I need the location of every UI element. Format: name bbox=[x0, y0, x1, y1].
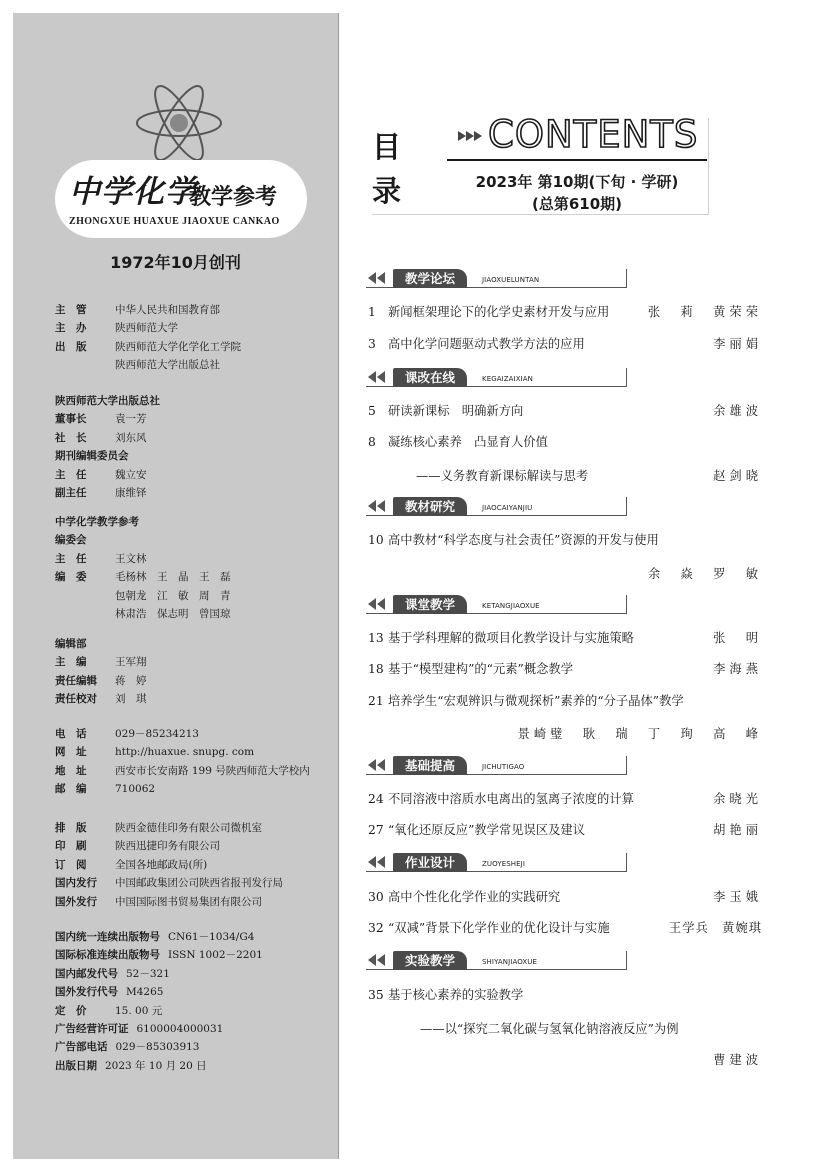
entry-page: 8 bbox=[368, 435, 376, 449]
field-label bbox=[55, 356, 115, 374]
section-title: 课堂教学 bbox=[393, 595, 467, 614]
field-label: 排 版 bbox=[55, 822, 87, 834]
field-label: 广告部电话 bbox=[55, 1041, 108, 1054]
masthead-block-2 bbox=[55, 392, 160, 502]
field-label: 订 阅 bbox=[55, 858, 87, 871]
entry-title: 基于核心素养的实验教学 bbox=[388, 988, 524, 1002]
entry-page: 32 bbox=[368, 921, 384, 935]
field-value: ISSN 1002－2201 bbox=[168, 949, 263, 962]
entry-authors: 李玉娥 bbox=[713, 890, 762, 904]
masthead-block-6 bbox=[55, 819, 283, 911]
entry-authors: 余 焱 罗 敏 bbox=[647, 567, 762, 581]
masthead-block-3 bbox=[55, 513, 231, 623]
chevron-left-icon bbox=[368, 272, 388, 284]
field-value: 毛杨林 王 晶 王 磊 bbox=[115, 571, 231, 584]
toc-entry[interactable] bbox=[368, 920, 762, 936]
mulu-char-2: 录 bbox=[372, 174, 402, 208]
field-value: 袁一芳 bbox=[115, 413, 147, 426]
field-value: 陕西师范大学出版总社 bbox=[115, 359, 220, 372]
entry-authors: 王学兵 黄婉琪 bbox=[668, 921, 762, 935]
entry-title: “氧化还原反应”教学常见误区及建议 bbox=[388, 823, 586, 837]
field-label: 国内统一连续出版物号 bbox=[55, 931, 160, 943]
toc-entry[interactable] bbox=[368, 434, 762, 450]
entry-authors: 张 莉 黄荣荣 bbox=[647, 305, 762, 319]
journal-logo bbox=[55, 160, 307, 238]
chevron-left-icon bbox=[368, 954, 388, 966]
entry-title: 高中化学问题驱动式教学方法的应用 bbox=[388, 337, 585, 351]
field-label: 网 址 bbox=[55, 746, 87, 759]
field-label: 副主任 bbox=[55, 487, 87, 500]
field-label: 出版日期 bbox=[55, 1059, 97, 1072]
entry-authors: 胡艳丽 bbox=[713, 823, 762, 837]
entry-page: 21 bbox=[368, 694, 384, 708]
field-value: M4265 bbox=[126, 986, 164, 999]
entry-page: 10 bbox=[368, 533, 384, 547]
field-value: 029－85303913 bbox=[115, 1041, 200, 1054]
founded-date: 1972年10月创刊 bbox=[110, 253, 241, 272]
entry-authors: 曹建波 bbox=[713, 1053, 762, 1067]
field-label: 地 址 bbox=[55, 764, 87, 777]
contents-title: CONTENTS bbox=[488, 113, 699, 156]
address-value: 西安市长安南路 199 号陕西师范大学校内 bbox=[115, 764, 310, 777]
masthead-block-5 bbox=[55, 725, 310, 799]
block-header: 期刊编辑委员会 bbox=[55, 450, 129, 463]
field-value: 刘东风 bbox=[115, 431, 147, 444]
section-pinyin: JIAOCAIYANJIU bbox=[482, 504, 533, 512]
section-header-shiyanjiaoxue bbox=[366, 951, 628, 971]
postcode-value: 710062 bbox=[115, 783, 156, 796]
section-header-jiaocaiyanjiu bbox=[366, 497, 628, 517]
field-label: 编 委 bbox=[55, 571, 87, 584]
entry-title: 基于“模型建构”的“元素”概念教学 bbox=[388, 662, 574, 676]
field-value: 包朝龙 江 敏 周 青 bbox=[115, 589, 231, 602]
entry-page: 24 bbox=[368, 792, 384, 806]
toc-entry[interactable] bbox=[368, 987, 762, 1003]
field-value: 6100004000031 bbox=[136, 1023, 224, 1036]
section-pinyin: JICHUTIGAO bbox=[482, 763, 525, 771]
section-pinyin: KEGAIZAIXIAN bbox=[482, 375, 534, 383]
entry-page: 30 bbox=[368, 890, 384, 904]
field-value: 蒋 婷 bbox=[115, 674, 147, 687]
toc-entry[interactable] bbox=[368, 889, 762, 905]
issue-line-2: (总第610期) bbox=[531, 195, 623, 213]
toc-entry[interactable] bbox=[368, 532, 762, 548]
entry-authors: 余雄波 bbox=[713, 404, 762, 418]
field-label bbox=[55, 587, 115, 605]
field-label: 邮 编 bbox=[55, 783, 87, 796]
masthead-panel bbox=[13, 13, 339, 1159]
section-header-jichutigao bbox=[366, 756, 628, 776]
logo-subtitle: 教学参考 bbox=[189, 185, 278, 210]
chevron-left-icon bbox=[368, 371, 388, 383]
entry-page: 18 bbox=[368, 662, 384, 676]
field-label: 国外发行代号 bbox=[55, 986, 118, 999]
entry-authors: 赵剑晓 bbox=[713, 469, 762, 483]
block-header: 编辑部 bbox=[55, 638, 87, 650]
field-label: 董事长 bbox=[55, 413, 87, 426]
entry-title: 研读新课标 明确新方向 bbox=[388, 404, 524, 418]
entry-subtitle: ——以“探究二氧化碳与氢氧化钠溶液反应”为例 bbox=[420, 1022, 679, 1036]
field-value: 康维铎 bbox=[115, 487, 147, 500]
entry-page: 3 bbox=[368, 337, 376, 351]
section-header-ketangjiaoxue bbox=[366, 595, 628, 615]
section-pinyin: JIAOXUELUNTAN bbox=[482, 276, 540, 284]
phone-value: 029－85234213 bbox=[115, 728, 199, 740]
section-title: 教学论坛 bbox=[393, 269, 467, 288]
field-value: 15. 00 元 bbox=[115, 1004, 163, 1017]
section-title: 实验教学 bbox=[393, 951, 467, 970]
atom-icon bbox=[133, 83, 225, 163]
entry-authors: 余晓光 bbox=[713, 792, 762, 806]
block-header: 陕西师范大学出版总社 bbox=[55, 395, 160, 407]
section-title: 课改在线 bbox=[393, 368, 467, 387]
entry-title: 新闻框架理论下的化学史素材开发与应用 bbox=[388, 305, 610, 319]
entry-title: 高中教材“科学态度与社会责任”资源的开发与使用 bbox=[388, 533, 659, 547]
field-value: 52－321 bbox=[126, 967, 170, 980]
website-link[interactable]: http://huaxue. snupg. com bbox=[115, 746, 255, 759]
mulu-char-1: 目 bbox=[372, 130, 402, 164]
field-label: 出 版 bbox=[55, 340, 87, 353]
masthead-block-7 bbox=[55, 928, 263, 1075]
field-label: 主 编 bbox=[55, 656, 87, 669]
field-label: 电 话 bbox=[55, 728, 87, 740]
chevron-left-icon bbox=[368, 598, 388, 610]
field-label: 责任校对 bbox=[55, 693, 97, 706]
field-label: 广告经营许可证 bbox=[55, 1023, 129, 1036]
section-title: 基础提高 bbox=[393, 756, 467, 775]
chevron-left-icon bbox=[368, 759, 388, 771]
entry-subtitle: ——义务教育新课标解读与思考 bbox=[416, 469, 589, 483]
double-arrow-icon bbox=[456, 127, 486, 145]
field-value: 王文林 bbox=[115, 552, 147, 565]
field-value: 中国邮政集团公司陕西省报刊发行局 bbox=[115, 877, 283, 890]
field-label: 国内邮发代号 bbox=[55, 967, 118, 980]
section-header-kegaizaixian bbox=[366, 368, 628, 388]
chevron-left-icon bbox=[368, 500, 388, 512]
field-value: 王军翔 bbox=[115, 656, 147, 669]
chevron-left-icon bbox=[368, 856, 388, 868]
toc-entry[interactable] bbox=[368, 693, 762, 709]
toc-entry[interactable] bbox=[368, 661, 762, 677]
field-label: 主 办 bbox=[55, 322, 87, 335]
field-label: 国内发行 bbox=[55, 877, 97, 890]
toc-entry[interactable] bbox=[368, 630, 762, 646]
field-label: 印 刷 bbox=[55, 840, 87, 853]
field-value: 林肃浩 保志明 曾国琼 bbox=[115, 608, 231, 621]
entry-title: “双减”背景下化学作业的优化设计与实施 bbox=[388, 921, 610, 935]
toc-entry[interactable] bbox=[368, 336, 762, 352]
field-label: 国际标准连续出版物号 bbox=[55, 949, 160, 962]
field-value: 2023 年 10 月 20 日 bbox=[105, 1059, 207, 1072]
block-header: 中学化学教学参考 bbox=[55, 516, 139, 528]
field-label: 主 任 bbox=[55, 468, 87, 481]
field-value: 全国各地邮政局(所) bbox=[115, 858, 208, 871]
entry-authors: 景崎璧 耿 瑞 丁 珣 高 峰 bbox=[517, 727, 762, 741]
toc-entry[interactable] bbox=[368, 822, 762, 838]
section-pinyin: ZUOYESHEJI bbox=[482, 860, 526, 868]
field-label: 国外发行 bbox=[55, 895, 97, 908]
entry-page: 27 bbox=[368, 823, 384, 837]
section-pinyin: KETANGJIAOXUE bbox=[482, 602, 540, 610]
section-title: 作业设计 bbox=[393, 853, 467, 872]
field-value: CN61－1034/G4 bbox=[168, 931, 255, 943]
entry-title: 培养学生“宏观辨识与微观探析”素养的“分子晶体”教学 bbox=[388, 694, 684, 708]
toc-heading-mulu bbox=[372, 125, 401, 213]
toc-entry[interactable] bbox=[368, 403, 762, 419]
field-label: 定 价 bbox=[55, 1004, 87, 1017]
field-label: 主 管 bbox=[55, 304, 87, 316]
entry-title: 凝练核心素养 凸显育人价值 bbox=[388, 435, 548, 449]
field-value: 陕西迅捷印务有限公司 bbox=[115, 840, 220, 853]
field-label bbox=[55, 605, 115, 623]
logo-title: 中学化学 bbox=[69, 174, 197, 210]
entry-title: 高中个性化化学作业的实践研究 bbox=[388, 890, 561, 904]
title-divider bbox=[447, 159, 707, 161]
entry-authors: 李海燕 bbox=[713, 662, 762, 676]
section-header-zuoyesheji bbox=[366, 853, 628, 873]
field-value: 魏立安 bbox=[115, 468, 147, 481]
field-label: 社 长 bbox=[55, 431, 87, 444]
block-header: 编委会 bbox=[55, 534, 87, 547]
entry-page: 13 bbox=[368, 631, 384, 645]
toc-entry[interactable] bbox=[368, 791, 762, 807]
field-value: 陕西金德佳印务有限公司微机室 bbox=[115, 822, 262, 834]
masthead-block-1 bbox=[55, 301, 241, 375]
toc-entry[interactable] bbox=[368, 304, 762, 320]
field-value: 刘 琪 bbox=[115, 693, 147, 706]
logo-pinyin: ZHONGXUE HUAXUE JIAOXUE CANKAO bbox=[69, 216, 280, 227]
entry-page: 5 bbox=[368, 404, 376, 418]
entry-page: 1 bbox=[368, 305, 376, 319]
masthead-block-4 bbox=[55, 635, 147, 709]
entry-authors: 李丽娟 bbox=[713, 337, 762, 351]
section-title: 教材研究 bbox=[393, 497, 467, 516]
issue-line-1: 2023年 第10期(下旬 · 学研) bbox=[475, 173, 679, 191]
entry-page: 35 bbox=[368, 988, 384, 1002]
field-value: 中华人民共和国教育部 bbox=[115, 304, 220, 316]
field-label: 责任编辑 bbox=[55, 674, 97, 687]
entry-title: 基于学科理解的微项目化教学设计与实施策略 bbox=[388, 631, 634, 645]
section-header-jiaoxueluntan bbox=[366, 269, 628, 289]
field-value: 陕西师范大学 bbox=[115, 322, 178, 335]
field-value: 中国国际图书贸易集团有限公司 bbox=[115, 895, 262, 908]
field-value: 陕西师范大学化学化工学院 bbox=[115, 340, 241, 353]
field-label: 主 任 bbox=[55, 552, 87, 565]
entry-authors: 张 明 bbox=[713, 631, 762, 645]
section-pinyin: SHIYANJIAOXUE bbox=[482, 958, 538, 966]
entry-title: 不同溶液中溶质水电离出的氢离子浓度的计算 bbox=[388, 792, 634, 806]
